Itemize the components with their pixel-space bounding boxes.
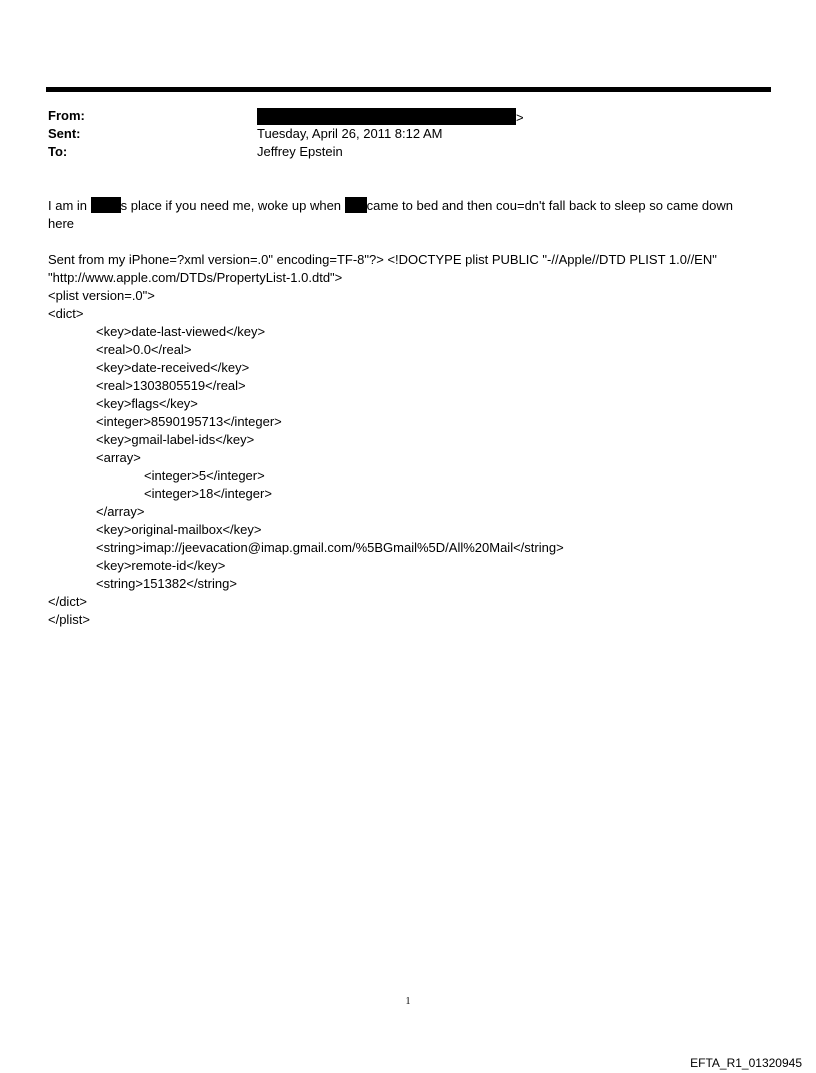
plist-line: <real>0.0</real> <box>96 342 192 357</box>
to-label: To: <box>48 144 68 159</box>
redaction-block <box>345 197 367 213</box>
plist-line: <string>151382</string> <box>96 576 237 591</box>
header-divider <box>46 87 771 92</box>
message-text-part-2: s place if you need me, woke up when <box>120 198 345 213</box>
plist-line: <key>remote-id</key> <box>96 558 226 573</box>
message-text-part-1: I am in <box>48 198 91 213</box>
plist-line: <key>original-mailbox</key> <box>96 522 262 537</box>
plist-line: <array> <box>96 450 141 465</box>
to-value: Jeffrey Epstein <box>257 144 343 159</box>
plist-line: <string>imap://jeevacation@imap.gmail.com/%5BGmail%5D/All%20Mail</string> <box>96 540 564 555</box>
message-text-part-3: came to bed and then cou=dn't fall back to sleep so came down <box>366 198 734 213</box>
dtd-url-line: "http://www.apple.com/DTDs/PropertyList-1.0.dtd"> <box>48 270 343 285</box>
plist-line: <real>1303805519</real> <box>96 378 246 393</box>
plist-line: <integer>5</integer> <box>144 468 265 483</box>
sent-label: Sent: <box>48 126 81 141</box>
from-value <box>257 107 524 127</box>
sent-value: Tuesday, April 26, 2011 8:12 AM <box>257 126 443 141</box>
redaction-block <box>257 108 516 125</box>
plist-block <box>48 287 768 629</box>
redaction-block <box>91 197 121 213</box>
message-line-2: here <box>48 216 75 231</box>
plist-line: <key>gmail-label-ids</key> <box>96 432 255 447</box>
plist-line: <key>date-last-viewed</key> <box>96 324 266 339</box>
plist-line: <key>flags</key> <box>96 396 198 411</box>
plist-line: <plist version=.0"> <box>48 288 155 303</box>
message-line-1 <box>48 197 768 215</box>
page-number: 1 <box>405 996 411 1007</box>
plist-line: </dict> <box>48 594 88 609</box>
from-suffix: > <box>516 110 524 125</box>
plist-line: <integer>18</integer> <box>144 486 272 501</box>
plist-line: <integer>8590195713</integer> <box>96 414 282 429</box>
plist-line: <dict> <box>48 306 84 321</box>
from-label: From: <box>48 108 85 123</box>
plist-line: </array> <box>96 504 145 519</box>
bates-number: EFTA_R1_01320945 <box>690 1056 802 1070</box>
sent-from-line: Sent from my iPhone=?xml version=.0" encoding=TF-8"?> <!DOCTYPE plist PUBLIC "-//Apple//DTD PLIST 1.0//EN" <box>48 252 717 267</box>
plist-line: </plist> <box>48 612 90 627</box>
plist-line: <key>date-received</key> <box>96 360 250 375</box>
email-body <box>48 197 768 629</box>
